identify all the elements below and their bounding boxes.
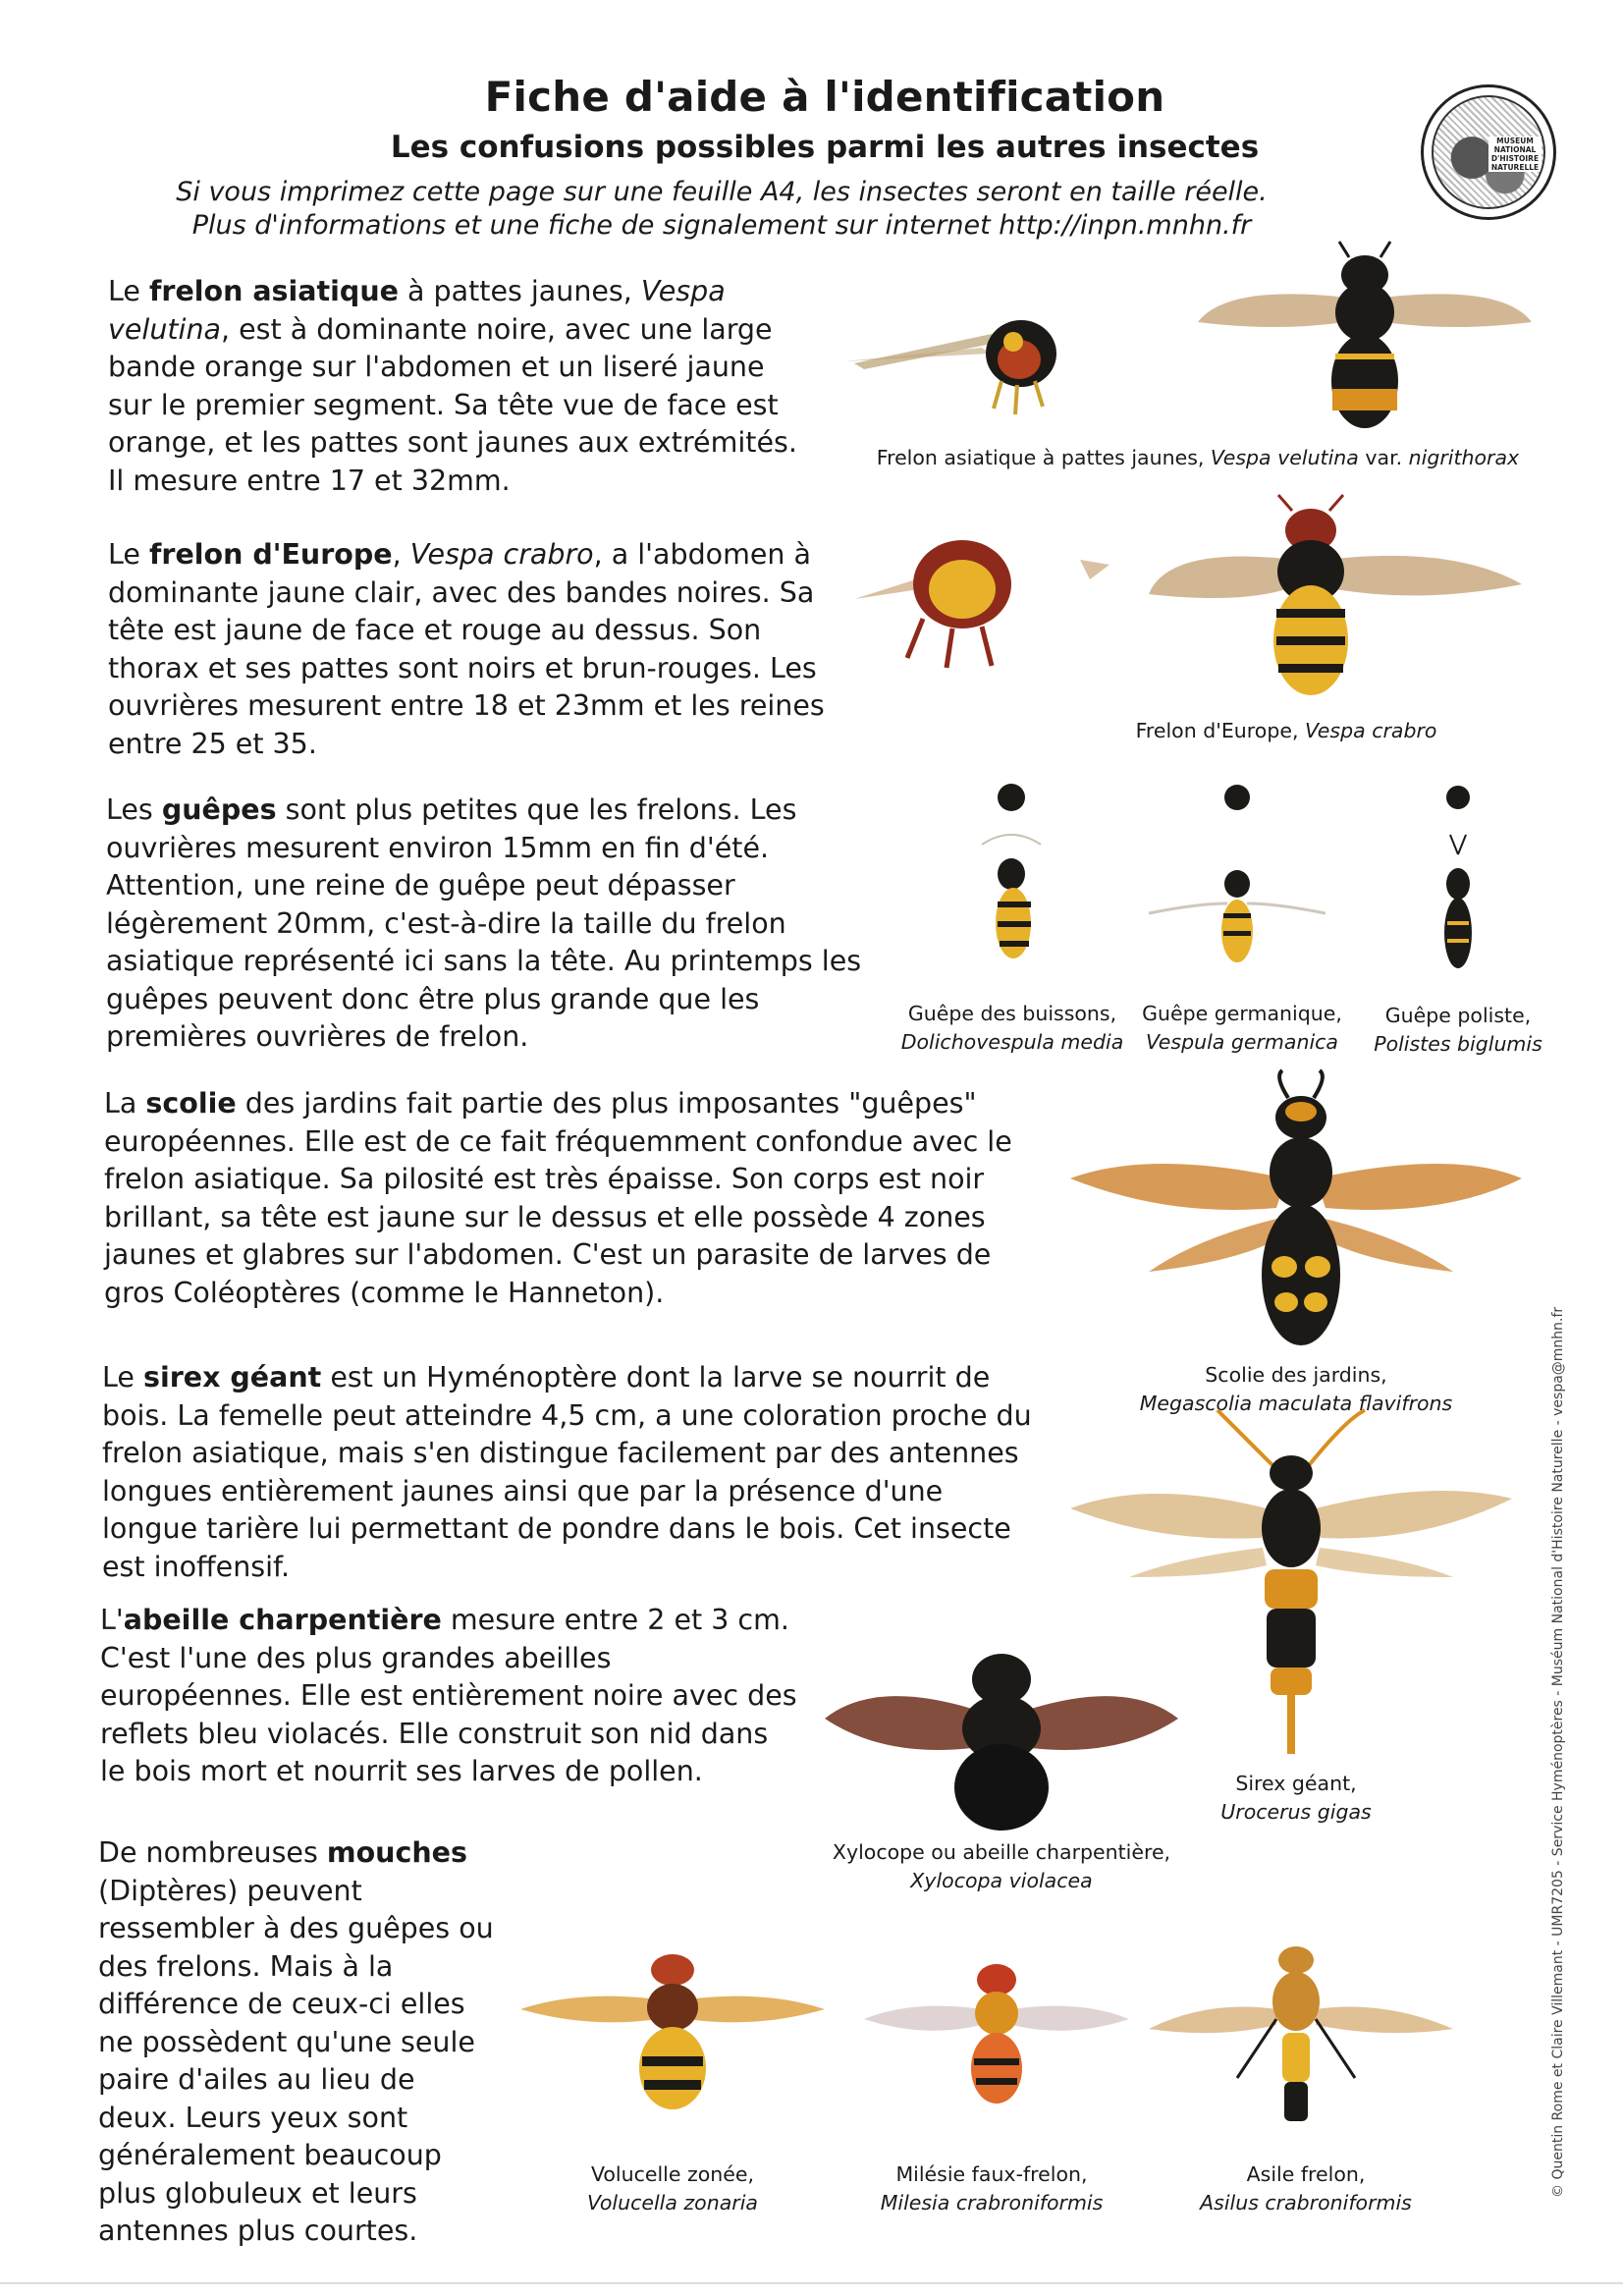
caption-common: Guêpe des buissons, <box>907 1002 1117 1025</box>
caption-sci: Vespa crabro <box>1304 719 1437 742</box>
guepes-images <box>962 766 1532 1002</box>
caption-sci: Megascolia maculata flavifrons <box>1139 1392 1453 1415</box>
caption-sirex <box>1198 1770 1394 1827</box>
caption-sci: Xylocopa violacea <box>910 1869 1093 1892</box>
caption-guepe-buissons <box>899 1000 1125 1057</box>
text-prefix: Les <box>106 793 162 826</box>
text-mid: , <box>392 538 410 571</box>
term-frelon-asiatique: frelon asiatique <box>148 275 399 307</box>
volucelle-image <box>520 1954 825 2109</box>
frelon-asiatique-side-image <box>844 320 1056 414</box>
page-subtitle: Les confusions possibles parmi les autres insectes <box>390 130 1260 165</box>
caption-asile <box>1178 2160 1434 2217</box>
caption-common: Frelon d'Europe, <box>1135 719 1305 742</box>
guepe-germanique-image <box>1149 785 1325 962</box>
text-mid: à pattes jaunes, <box>398 275 641 307</box>
caption-common: Milésie faux-frelon, <box>895 2162 1088 2186</box>
text-prefix: Le <box>108 275 149 307</box>
caption-scolie <box>1119 1361 1473 1418</box>
caption-common2: var. <box>1358 446 1409 469</box>
caption-sci: Polistes biglumis <box>1374 1032 1542 1056</box>
caption-guepe-germanique <box>1129 1000 1355 1057</box>
xylocope-image <box>815 1640 1188 1836</box>
sci-vespa-velutina: Vespa velutina <box>108 275 726 346</box>
caption-common: Frelon asiatique à pattes jaunes, <box>876 446 1211 469</box>
caption-common: Asile frelon, <box>1246 2162 1366 2186</box>
caption-sci: Vespula germanica <box>1145 1030 1338 1054</box>
text-rest: est un Hyménoptère dont la larve se nourrit de bois. La femelle peut atteindre 4,5 cm, a une coloration proche du frelon asiatique, mais s'en distingue facilement par des antennes longues entièrement jaunes ainsi que par la présence d'une longue tarière lui permettant de pondre dans le bois. Cet insecte est inoffensif. <box>102 1361 1032 1583</box>
page-bottom-edge <box>0 2282 1623 2284</box>
paragraph-frelon-europe <box>108 536 844 763</box>
caption-volucelle <box>550 2160 795 2217</box>
museum-seal-icon <box>1432 95 1545 209</box>
caption-common: Xylocope ou abeille charpentière, <box>832 1840 1171 1864</box>
caption-common: Sirex géant, <box>1235 1772 1357 1795</box>
caption-sci: Milesia crabroniformis <box>880 2191 1104 2214</box>
caption-frelon-europe <box>1021 717 1551 745</box>
frelon-europe-face-image <box>854 540 1109 668</box>
text-prefix: Le <box>108 538 149 571</box>
mouches-images <box>520 1931 1532 2166</box>
photo-credit: © Quentin Rome et Claire Villemant - UMR7205 - Service Hyménoptères - Muséum National d'Histoire Naturelle - vespa@mnhn.fr <box>1550 1306 1566 2198</box>
text-rest: sont plus petites que les frelons. Les ouvrières mesurent environ 15mm en fin d'été. Attention, une reine de guêpe peut dépasser légèrement 20mm, c'est-à-dire la taille du frelon asiatique représenté ici sans la tête. Au printemps les guêpes peuvent donc être plus grande que les premières ouvrières de frelon. <box>106 793 862 1053</box>
paragraph-abeille <box>100 1602 797 1791</box>
milesie-image <box>864 1964 1129 2104</box>
guepe-buissons-image <box>982 784 1041 958</box>
term-guepes: guêpes <box>161 793 277 826</box>
caption-milesie <box>864 2160 1119 2217</box>
caption-guepe-poliste <box>1365 1002 1551 1059</box>
frelon-europe-top-image <box>1149 495 1522 695</box>
page-title: Fiche d'aide à l'identification <box>484 73 1165 121</box>
caption-sci: Dolichovespula media <box>900 1030 1124 1054</box>
term-frelon-europe: frelon d'Europe <box>148 538 393 571</box>
caption-common: Guêpe poliste, <box>1384 1004 1532 1027</box>
paragraph-scolie <box>104 1085 1042 1312</box>
text-prefix: Le <box>102 1361 143 1394</box>
guepe-poliste-image <box>1444 786 1472 968</box>
text-prefix: La <box>104 1087 146 1120</box>
paragraph-mouches <box>98 1834 501 2251</box>
scolie-image <box>1070 1070 1532 1365</box>
term-abeille: abeille charpentière <box>123 1604 442 1636</box>
text-rest: mesure entre 2 et 3 cm. C'est l'une des plus grandes abeilles européennes. Elle est entièrement noire avec des reflets bleu violacés. Elle construit son nid dans le bois mort et nourrit ses larves de pollen. <box>100 1604 797 1787</box>
text-prefix: L' <box>100 1604 124 1636</box>
text-rest: des jardins fait partie des plus imposantes "guêpes" européennes. Elle est de ce fait fréquemment confondue avec le frelon asiatique. Sa pilosité est très épaisse. Son corps est noir brillant, sa tête est jaune sur le dessus et elle possède 4 zones jaunes et glabres sur l'abdomen. C'est un parasite de larves de gros Coléoptères (comme le Hanneton). <box>104 1087 1012 1309</box>
paragraph-frelon-asiatique <box>108 273 815 500</box>
caption-common: Volucelle zonée, <box>590 2162 755 2186</box>
caption-sci: Asilus crabroniformis <box>1200 2191 1412 2214</box>
print-note: Si vous imprimez cette page sur une feuille A4, les insectes seront en taille réelle. <box>176 177 1268 207</box>
logo-text: MUSEUM NATIONAL D'HISTOIRE NATURELLE <box>1488 137 1542 172</box>
frelon-asiatique-top-image <box>1198 242 1532 428</box>
text-rest: , est à dominante noire, avec une large bande orange sur l'abdomen et un liseré jaune sur le premier segment. Sa tête vue de face est orange, et les pattes sont jaunes aux extrémités. Il mesure entre 17 et 32mm. <box>108 312 797 497</box>
caption-common: Guêpe germanique, <box>1142 1002 1342 1025</box>
paragraph-sirex <box>102 1359 1045 1586</box>
caption-sci: Urocerus gigas <box>1220 1800 1372 1824</box>
caption-sci: Volucella zonaria <box>587 2191 758 2214</box>
caption-common: Scolie des jardins, <box>1205 1363 1387 1387</box>
sci-vespa-crabro: Vespa crabro <box>409 538 594 571</box>
text-rest: , a l'abdomen à dominante jaune clair, avec des bandes noires. Sa tête est jaune de face et rouge au dessus. Son thorax et ses pattes sont noirs et brun-rouges. Les ouvrières mesurent entre 18 et 23mm et les reines entre 25 et 35. <box>108 538 825 760</box>
info-link-note: Plus d'informations et une fiche de signalement sur internet http://inpn.mnhn.fr <box>191 210 1252 241</box>
asile-image <box>1149 1946 1453 2121</box>
caption-frelon-asiatique <box>864 444 1532 472</box>
paragraph-guepes <box>106 792 872 1057</box>
caption-sci2: nigrithorax <box>1408 446 1520 469</box>
term-scolie: scolie <box>145 1087 237 1120</box>
frelon-asiatique-images <box>844 244 1532 450</box>
text-prefix: De nombreuses <box>98 1836 327 1869</box>
caption-xylocope <box>825 1838 1178 1895</box>
museum-logo <box>1421 84 1556 220</box>
frelon-europe-images <box>854 491 1532 717</box>
text-rest: (Diptères) peuvent ressembler à des guêpes ou des frelons. Mais à la différence de ceux-ci elles ne possèdent qu'une seule paire d'ailes au lieu de deux. Leurs yeux sont généralement beaucoup plus globuleux et leurs antennes plus courtes. <box>98 1874 494 2247</box>
term-sirex: sirex géant <box>142 1361 322 1394</box>
term-mouches: mouches <box>326 1836 467 1869</box>
caption-sci: Vespa velutina <box>1210 446 1359 469</box>
